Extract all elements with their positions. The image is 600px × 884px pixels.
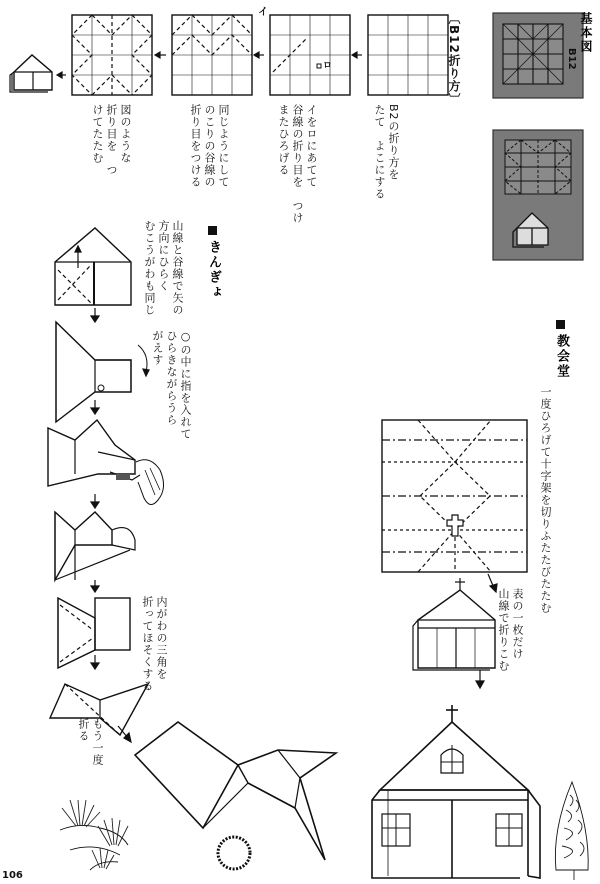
kingyo-step-2-caption: ○の中に指を入れて ひらきながらうら がえす [151, 330, 192, 440]
kingyo-step-5 [58, 598, 130, 668]
step-4-caption: 図のような 折り目を つ けてたたむ [91, 104, 132, 176]
kingyo-step-5-caption: 内がわの三角を 折ってほそくする [141, 596, 168, 692]
kingyo-step-1-caption: 山線と谷線で矢の 方向にひらく むこうがわも同じ [143, 220, 184, 316]
kyokaido-step-1-caption: 一度ひろげて十字架を切りふたたびたたむ [539, 386, 552, 614]
step-arrows-top [57, 52, 362, 78]
kingyo-step-2 [56, 322, 149, 422]
section-title-b12: 〔B12折り方〕 [447, 12, 461, 106]
section-marker-kingyo [208, 226, 217, 235]
basic-diagram-code: B12 [566, 48, 577, 70]
kingyo-title: きんぎょ [206, 240, 221, 300]
page-number: 106 [2, 870, 23, 881]
step-3-caption: 同じようにして のこりの谷線の 折り目をつける [189, 104, 230, 188]
wreath-illustration [218, 837, 250, 869]
section-marker-kyokaido [556, 320, 565, 329]
church-step-2 [413, 578, 495, 670]
mark-i: イ [258, 7, 268, 18]
pine-branch-illustration [60, 800, 128, 870]
church-fold-diagram [382, 420, 527, 572]
mark-ro: ロ [323, 61, 333, 71]
step-square-2 [270, 15, 350, 95]
step-2-caption: イをロにあてて 谷線の折り目を つけ またひろげる [277, 104, 318, 224]
step-square-3 [172, 15, 252, 95]
kingyo-step-3 [48, 420, 164, 505]
kingyo-step-4 [55, 512, 135, 580]
church-finished [372, 705, 540, 878]
kingyo-step-6-caption: もう一度 折る [77, 718, 104, 766]
basic-diagram-box-bottom [493, 130, 583, 260]
kyokaido-step-2-caption: 表の一枚だけ 山線で折りこむ [497, 588, 524, 672]
kyokaido-title: 教会堂 [554, 334, 569, 379]
step-1-caption: B2の折り方を たて よこにする [373, 104, 400, 200]
kingyo-finished-fish [135, 722, 336, 860]
small-house-result [10, 55, 52, 92]
cypress-tree-illustration [555, 782, 588, 880]
basic-diagram-title: 基本図 [579, 12, 593, 54]
kingyo-step-1 [55, 228, 131, 305]
step-square-4 [72, 15, 152, 95]
step-square-1 [368, 15, 448, 95]
